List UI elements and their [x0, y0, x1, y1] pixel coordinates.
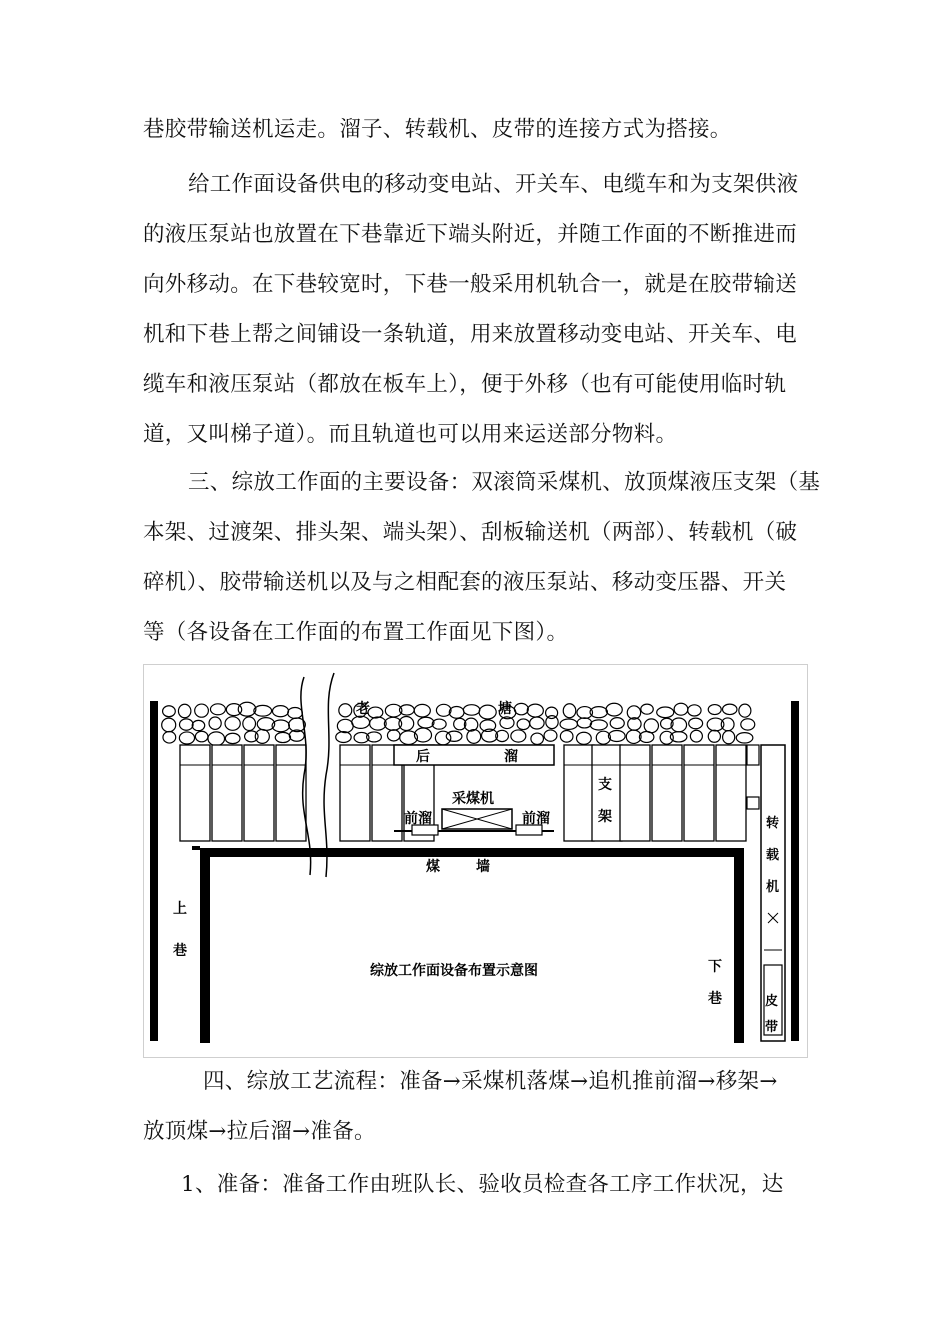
rubble-stone [708, 730, 720, 742]
rubble-stone [352, 716, 370, 728]
rubble-stone [657, 707, 674, 718]
rubble-stone [272, 706, 288, 717]
rubble-stone [288, 707, 303, 718]
belt-label: 皮 [765, 994, 779, 1009]
support-unit [276, 745, 306, 841]
rubble-stone [463, 705, 479, 716]
belt-label: 带 [765, 1020, 779, 1035]
support-unit [180, 745, 210, 841]
upper-roadway-label: 上 [173, 901, 187, 917]
transfer-machine-label: 转 [766, 816, 780, 831]
rubble-stone [689, 718, 703, 729]
rubble-stone [511, 730, 526, 742]
rubble-stone [560, 730, 573, 742]
text-line: 向外移动。在下巷较宽时，下巷一般采用机轨合一，就是在胶带输送 [143, 272, 798, 297]
rubble-stone [690, 730, 702, 742]
support-unit [340, 745, 370, 841]
upper-roadway-label: 巷 [173, 943, 187, 959]
rubble-stone [275, 732, 290, 742]
text-line: 本架、过渡架、排头架、端头架）、刮板输送机（两部）、转载机（破 [143, 520, 798, 545]
support-unit [620, 745, 650, 841]
rubble-stone [610, 718, 624, 729]
rubble-stone [432, 719, 446, 729]
rubble-stone [544, 730, 557, 741]
rubble-stone [162, 718, 176, 732]
rubble-stone [195, 731, 208, 742]
rubble-stone [255, 729, 269, 743]
rubble-stone [336, 732, 351, 743]
layout-diagram [143, 664, 808, 1058]
rubble-stone [527, 704, 543, 717]
rubble-stone [243, 717, 256, 731]
rubble-stone [387, 730, 400, 741]
front-conveyor-label: 前溜 [404, 811, 432, 827]
rubble-stone [238, 702, 256, 716]
rubble-stone [479, 705, 496, 719]
rubble-stone [370, 717, 387, 730]
text-line: 1、准备：准备工作由班队长、验收员检查各工序工作状况，达 [181, 1172, 784, 1197]
rubble-stone [179, 732, 194, 744]
rubble-stone [560, 719, 577, 729]
rubble-stone [449, 706, 464, 718]
rubble-stone [546, 716, 558, 729]
rubble-stone [531, 733, 544, 744]
front-conveyor-label: 前溜 [522, 811, 550, 827]
support-label: 支 [598, 777, 612, 793]
lower-roadway-label: 下 [708, 959, 722, 975]
text-line: 给工作面设备供电的移动变电站、开关车、电缆车和为支架供液 [188, 172, 799, 197]
rubble-stone [660, 731, 673, 744]
coal-wall-label: 墙 [476, 859, 490, 875]
transfer-machine-label: 机 [766, 880, 780, 895]
rubble-stone [163, 731, 176, 743]
rubble-stone [708, 705, 721, 715]
goaf-label: 老 [356, 701, 370, 717]
rubble-stone [436, 704, 451, 716]
diagram-caption: 综放工作面设备布置示意图 [370, 963, 538, 979]
rubble-stone [337, 719, 353, 732]
rubble-stone [641, 704, 653, 714]
rubble-stone [446, 731, 462, 741]
rubble-stone [195, 704, 209, 717]
rubble-stone [741, 719, 755, 730]
text-line: 的液压泵站也放置在下巷靠近下端头附近，并随工作面的不断推进而 [143, 222, 798, 247]
rubble-stone [530, 717, 544, 729]
rubble-stone [736, 733, 753, 743]
rubble-stone [577, 718, 591, 728]
rubble-stone [209, 717, 221, 729]
text-line: 碎机）、胶带输送机以及与之相配套的液压泵站、移动变压器、开关 [143, 570, 787, 595]
rear-conveyor-label: 溜 [504, 749, 518, 765]
support-unit [212, 745, 242, 841]
rubble-stone [225, 717, 240, 731]
rubble-stone [576, 732, 591, 744]
lower-roadway-label: 巷 [708, 991, 722, 1007]
rubble-stone [608, 730, 625, 741]
goaf-label: 塘 [498, 701, 512, 717]
rubble-stone [606, 703, 622, 716]
rubble-stone [178, 704, 190, 718]
rubble-stone [721, 718, 734, 731]
text-line: 巷胶带输送机运走。溜子、转载机、皮带的连接方式为搭接。 [143, 117, 732, 142]
paragraph-3 [143, 458, 821, 658]
support-unit [244, 745, 274, 841]
rubble-stone [723, 731, 735, 744]
support-label: 架 [598, 809, 612, 825]
rubble-stone [739, 704, 751, 717]
text-line: 四、综放工艺流程：准备→采煤机落煤→追机推前溜→移架→ [203, 1069, 778, 1094]
rear-conveyor-label: 后 [416, 749, 430, 765]
support-unit [652, 745, 682, 841]
text-line: 道，又叫梯子道）。而且轨道也可以用来运送部分物料。 [143, 422, 678, 447]
rubble-stone [644, 719, 658, 733]
text-line: 等（各设备在工作面的布置工作面见下图）。 [143, 620, 569, 645]
rubble-stone [179, 719, 193, 730]
rubble-stone [590, 720, 607, 730]
rubble-stone [210, 704, 225, 715]
text-line: 缆车和液压泵站（都放在板车上），便于外移（也有可能使用临时轨 [143, 372, 787, 397]
rubble-stone [254, 705, 272, 716]
rubble-stone [208, 732, 225, 746]
rubble-stone [723, 704, 737, 714]
rubble-stone [192, 720, 204, 730]
paragraph-4 [143, 1057, 808, 1157]
text-line: 机和下巷上帮之间铺设一条轨道，用来放置移动变电站、开关车、电 [143, 322, 798, 347]
paragraph-5 [143, 1160, 808, 1210]
rubble-stone [467, 730, 481, 744]
rubble-stone [674, 703, 688, 715]
rubble-stone [514, 703, 528, 714]
rubble-stone [339, 704, 352, 717]
coal-wall-label: 煤 [426, 859, 440, 875]
rubble-stone [163, 706, 176, 717]
text-line: 三、综放工作面的主要设备：双滚筒采煤机、放顶煤液压支架（基 [188, 470, 821, 495]
transfer-machine-label: 载 [766, 848, 780, 863]
rubble-stone [517, 719, 530, 730]
support-unit [592, 745, 622, 841]
support-unit [716, 745, 746, 841]
rubble-stone [688, 705, 701, 716]
rubble-stone [414, 704, 430, 717]
rubble-stone [563, 704, 576, 718]
support-unit [684, 745, 714, 841]
rubble-stone [368, 707, 383, 718]
paragraph-2 [143, 160, 808, 460]
paragraph-1 [143, 105, 808, 155]
shearer-label: 采煤机 [452, 791, 494, 807]
rubble-stone [418, 717, 434, 728]
text-line: 放顶煤→拉后溜→准备。 [143, 1119, 376, 1144]
support-unit [564, 745, 594, 841]
rubble-stone [225, 733, 240, 743]
